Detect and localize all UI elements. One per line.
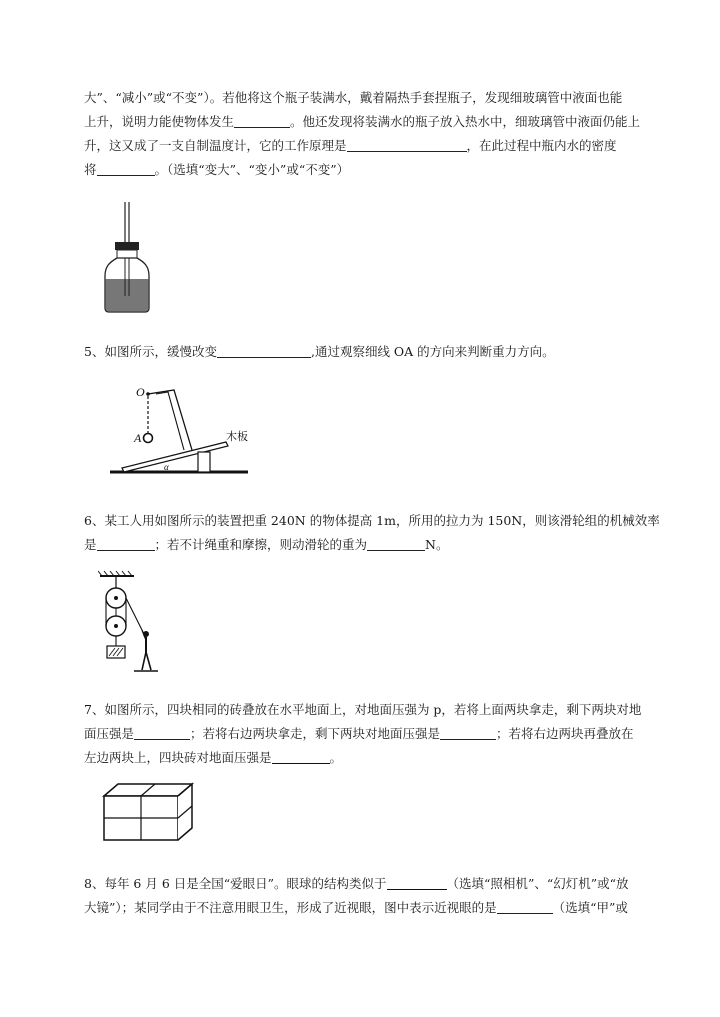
inclined-board-figure bbox=[108, 382, 268, 482]
q7-blank-pressure-1[interactable] bbox=[134, 725, 190, 740]
q7-line-1: 7、如图所示，四块相同的砖叠放在水平地面上，对地面压强为 p，若将上面两块拿走，剩下两块对地 bbox=[84, 702, 642, 717]
q8-blank-myopia[interactable] bbox=[497, 899, 553, 914]
q8-blank-eye-structure[interactable] bbox=[387, 875, 447, 890]
q7-blank-pressure-2[interactable] bbox=[440, 725, 496, 740]
q5-blank-angle[interactable] bbox=[217, 343, 311, 358]
q4-blank-principle[interactable] bbox=[347, 137, 467, 152]
q4-blank-density[interactable] bbox=[97, 161, 155, 176]
q6-line-1: 6、某工人用如图所示的装置把重 240N 的物体提高 1m，所用的拉力为 150N，则该滑轮组的机械效率 bbox=[84, 513, 660, 528]
bottle-thermometer-figure bbox=[100, 200, 160, 318]
question-4-text bbox=[84, 86, 674, 182]
q7-line-3: 左边两块上，四块砖对地面压强是 。 bbox=[84, 750, 343, 765]
label-o: O bbox=[136, 385, 145, 399]
q6-line-2: 是 ；若不计绳重和摩擦，则动滑轮的重为 N。 bbox=[84, 537, 449, 552]
pulley-system-figure bbox=[98, 570, 160, 674]
label-a: A bbox=[134, 431, 142, 445]
q4-line-4: 将 。（选填“变大”、“变小”或“不变”） bbox=[84, 162, 350, 177]
q4-line-2: 上升，说明力能使物体发生 。他还发现将装满水的瓶子放入热水中，细玻璃管中液面仍能上 bbox=[84, 114, 641, 129]
q7-line-2: 面压强是 ；若将右边两块拿走，剩下两块对地面压强是 ；若将右边两块再叠放在 bbox=[84, 726, 634, 741]
q4-line-1: 大”、“减小”或“不变”）。若他将这个瓶子装满水，戴着隔热手套捏瓶子，发现细玻璃管中液面也能 bbox=[84, 90, 623, 105]
q4-blank-deformation[interactable] bbox=[234, 113, 290, 128]
label-board: 木板 bbox=[226, 430, 248, 443]
label-angle: α bbox=[164, 462, 169, 472]
q4-line-3: 升，这又成了一支自制温度计，它的工作原理是 ，在此过程中瓶内水的密度 bbox=[84, 138, 617, 153]
question-7-text bbox=[84, 698, 674, 770]
question-8-text bbox=[84, 872, 674, 920]
q6-blank-efficiency[interactable] bbox=[97, 536, 155, 551]
q7-blank-pressure-3[interactable] bbox=[272, 749, 330, 764]
q6-blank-pulley-weight[interactable] bbox=[367, 536, 425, 551]
stacked-bricks-figure bbox=[100, 782, 196, 844]
question-5-text: 5、如图所示，缓慢改变 ,通过观察细线 OA 的方向来判断重力方向。 bbox=[84, 344, 555, 359]
q8-line-2: 大镜”）；某同学由于不注意用眼卫生，形成了近视眼，图中表示近视眼的是 （选填“甲”或 bbox=[84, 900, 628, 915]
q8-line-1: 8、每年 6 月 6 日是全国“爱眼日”。眼球的结构类似于 （选填“照相机”、“幻灯机”或“放 bbox=[84, 876, 629, 891]
question-6-text bbox=[84, 509, 674, 557]
